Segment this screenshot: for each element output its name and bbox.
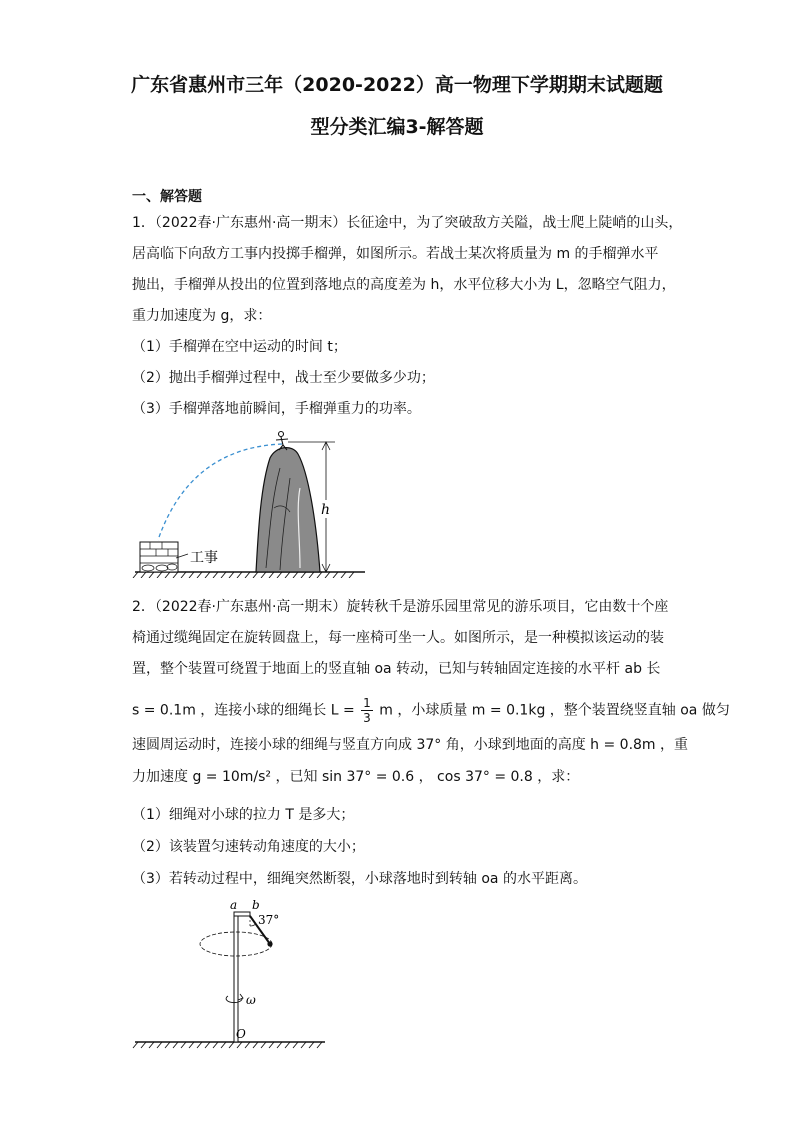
q1-figure (130, 428, 370, 578)
label-b: b (252, 898, 260, 912)
q2-line4-part1: s = 0.1m ，连接小球的细绳长 L = (132, 702, 355, 719)
q1-sub3: （3）手榴弹落地前瞬间，手榴弹重力的功率。 (132, 401, 421, 417)
q1-sub1: （1）手榴弹在空中运动的时间 t； (132, 339, 347, 355)
section-heading: 一、解答题 (132, 189, 202, 205)
height-label: h (321, 502, 331, 518)
label-omega: ω (246, 993, 256, 1007)
fraction (361, 696, 373, 725)
q2-line5: 速圆周运动时，连接小球的细绳与竖直方向成 37° 角，小球到地面的高度 h = 0.8m ，重 (132, 737, 689, 753)
fraction-denominator: 3 (363, 711, 371, 725)
q2-line4-part2: m ，小球质量 m = 0.1kg ，整个装置绕竖直轴 oa 做匀 (379, 702, 730, 719)
q2-sub3: （3）若转动过程中，细绳突然断裂，小球落地时到转轴 oa 的水平距离。 (132, 871, 587, 887)
q2-line1: 2．（2022春·广东惠州·高一期末）旋转秋千是游乐园里常见的游乐项目，它由数十个座 (132, 599, 669, 615)
fraction-numerator: 1 (363, 696, 371, 710)
q2-line6: 力加速度 g = 10m/s² ，已知 sin 37° = 0.6 ， cos 37° = 0.8 ，求： (132, 769, 580, 785)
label-a: a (230, 898, 238, 912)
page-title-line1: 广东省惠州市三年（2020-2022）高一物理下学期期末试题题 (131, 74, 663, 96)
q2-line2: 椅通过缆绳固定在旋转圆盘上，每一座椅可坐一人。如图所示，是一种模拟该运动的装 (132, 630, 664, 646)
q1-sub2: （2）抛出手榴弹过程中，战士至少要做多少功； (132, 370, 435, 386)
label-o: O (236, 1027, 246, 1041)
label-angle: 37° (258, 913, 280, 927)
q2-figure (130, 896, 330, 1051)
q2-sub1: （1）细绳对小球的拉力 T 是多大； (132, 807, 355, 823)
q2-line3: 置，整个装置可绕置于地面上的竖直轴 oa 转动，已知与转轴固定连接的水平杆 ab 长 (132, 661, 661, 677)
cliff-icon (256, 448, 320, 572)
q1-line3: 抛出，手榴弹从投出的位置到落地点的高度差为 h，水平位移大小为 L，忽略空气阻力， (132, 277, 676, 293)
q1-line4: 重力加速度为 g，求： (132, 308, 272, 324)
q1-line1: 1．（2022春·广东惠州·高一期末）长征途中，为了突破敌方关隘，战士爬上陡峭的山头， (132, 215, 683, 231)
q2-line4 (132, 696, 730, 725)
q1-line2: 居高临下向敌方工事内投掷手榴弹，如图所示。若战士某次将质量为 m 的手榴弹水平 (132, 246, 659, 262)
bunker-label: 工事 (190, 550, 218, 566)
bunker-icon (140, 542, 178, 572)
q2-sub2: （2）该装置匀速转动角速度的大小； (132, 839, 365, 855)
page-title-line2: 型分类汇编3-解答题 (310, 116, 484, 138)
